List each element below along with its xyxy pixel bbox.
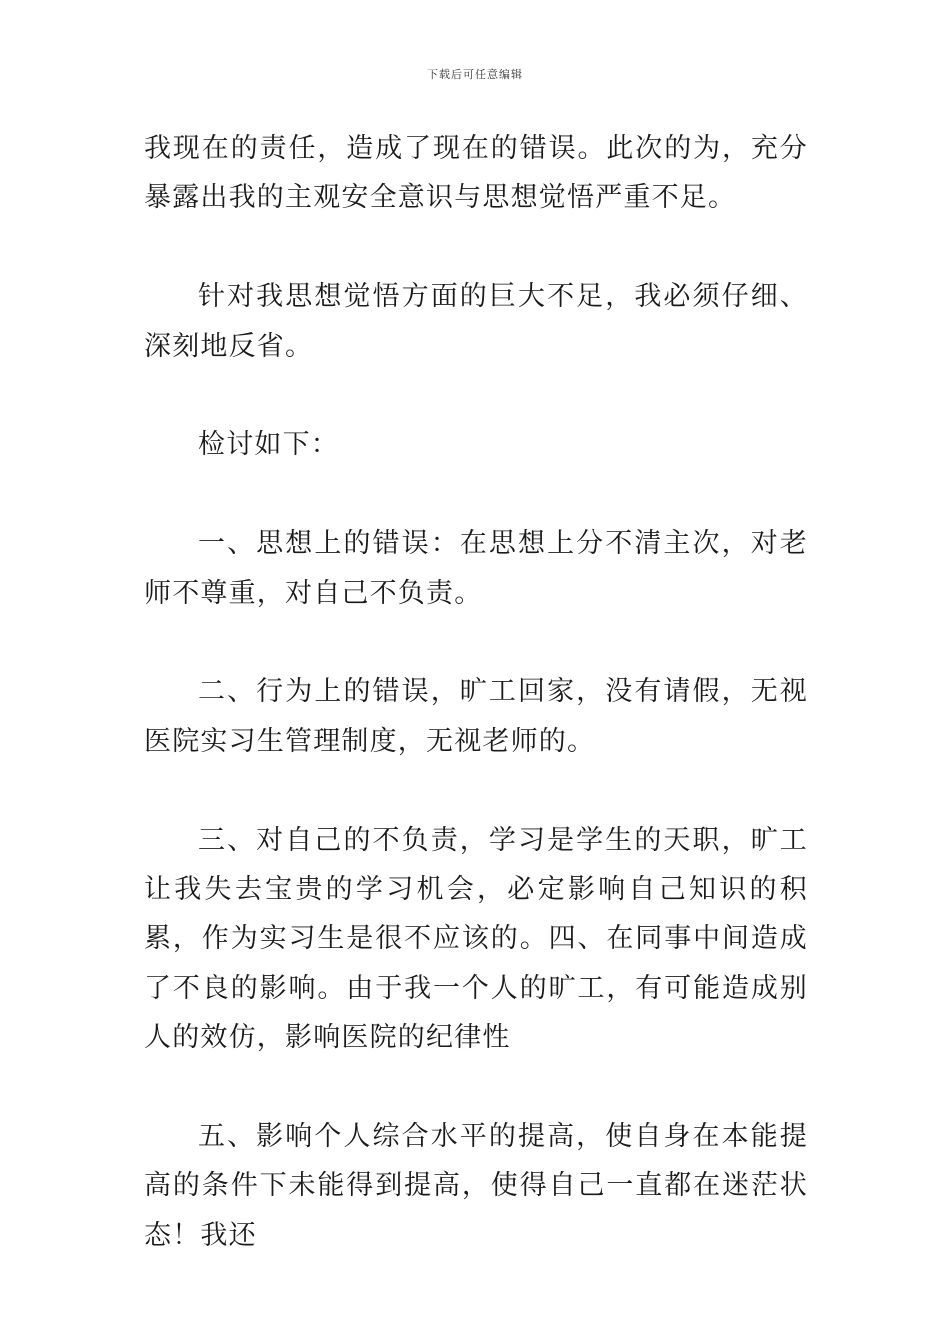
paragraph-5: 二、行为上的错误，旷工回家，没有请假，无视医院实习生管理制度，无视老师的。: [144, 676, 808, 757]
paragraph-3: 检讨如下：: [198, 429, 339, 461]
paragraph-7: 五、影响个人综合水平的提高，使自身在本能提高的条件下未能得到提高，使得自己一直都在迷茫状态！我还: [144, 1121, 808, 1251]
paragraph-1: 我现在的责任，造成了现在的错误。此次的为，充分暴露出我的主观安全意识与思想觉悟严重不足。: [144, 133, 808, 214]
paragraph-2: 针对我思想觉悟方面的巨大不足，我必须仔细、深刻地反省。: [144, 281, 808, 362]
paragraph-4: 一、思想上的错误：在思想上分不清主次，对老师不尊重，对自己不负责。: [144, 528, 808, 609]
document-body: [144, 124, 808, 1260]
paragraph-6: 三、对自己的不负责，学习是学生的天职，旷工让我失去宝贵的学习机会，必定影响自己知识的积累，作为实习生是很不应该的。四、在同事中间造成了不良的影响。由于我一个人的旷工，有可能造成别人的效仿，影响医院的纪律性: [144, 824, 808, 1054]
page-header-note: 下载后可任意编辑: [427, 68, 523, 81]
